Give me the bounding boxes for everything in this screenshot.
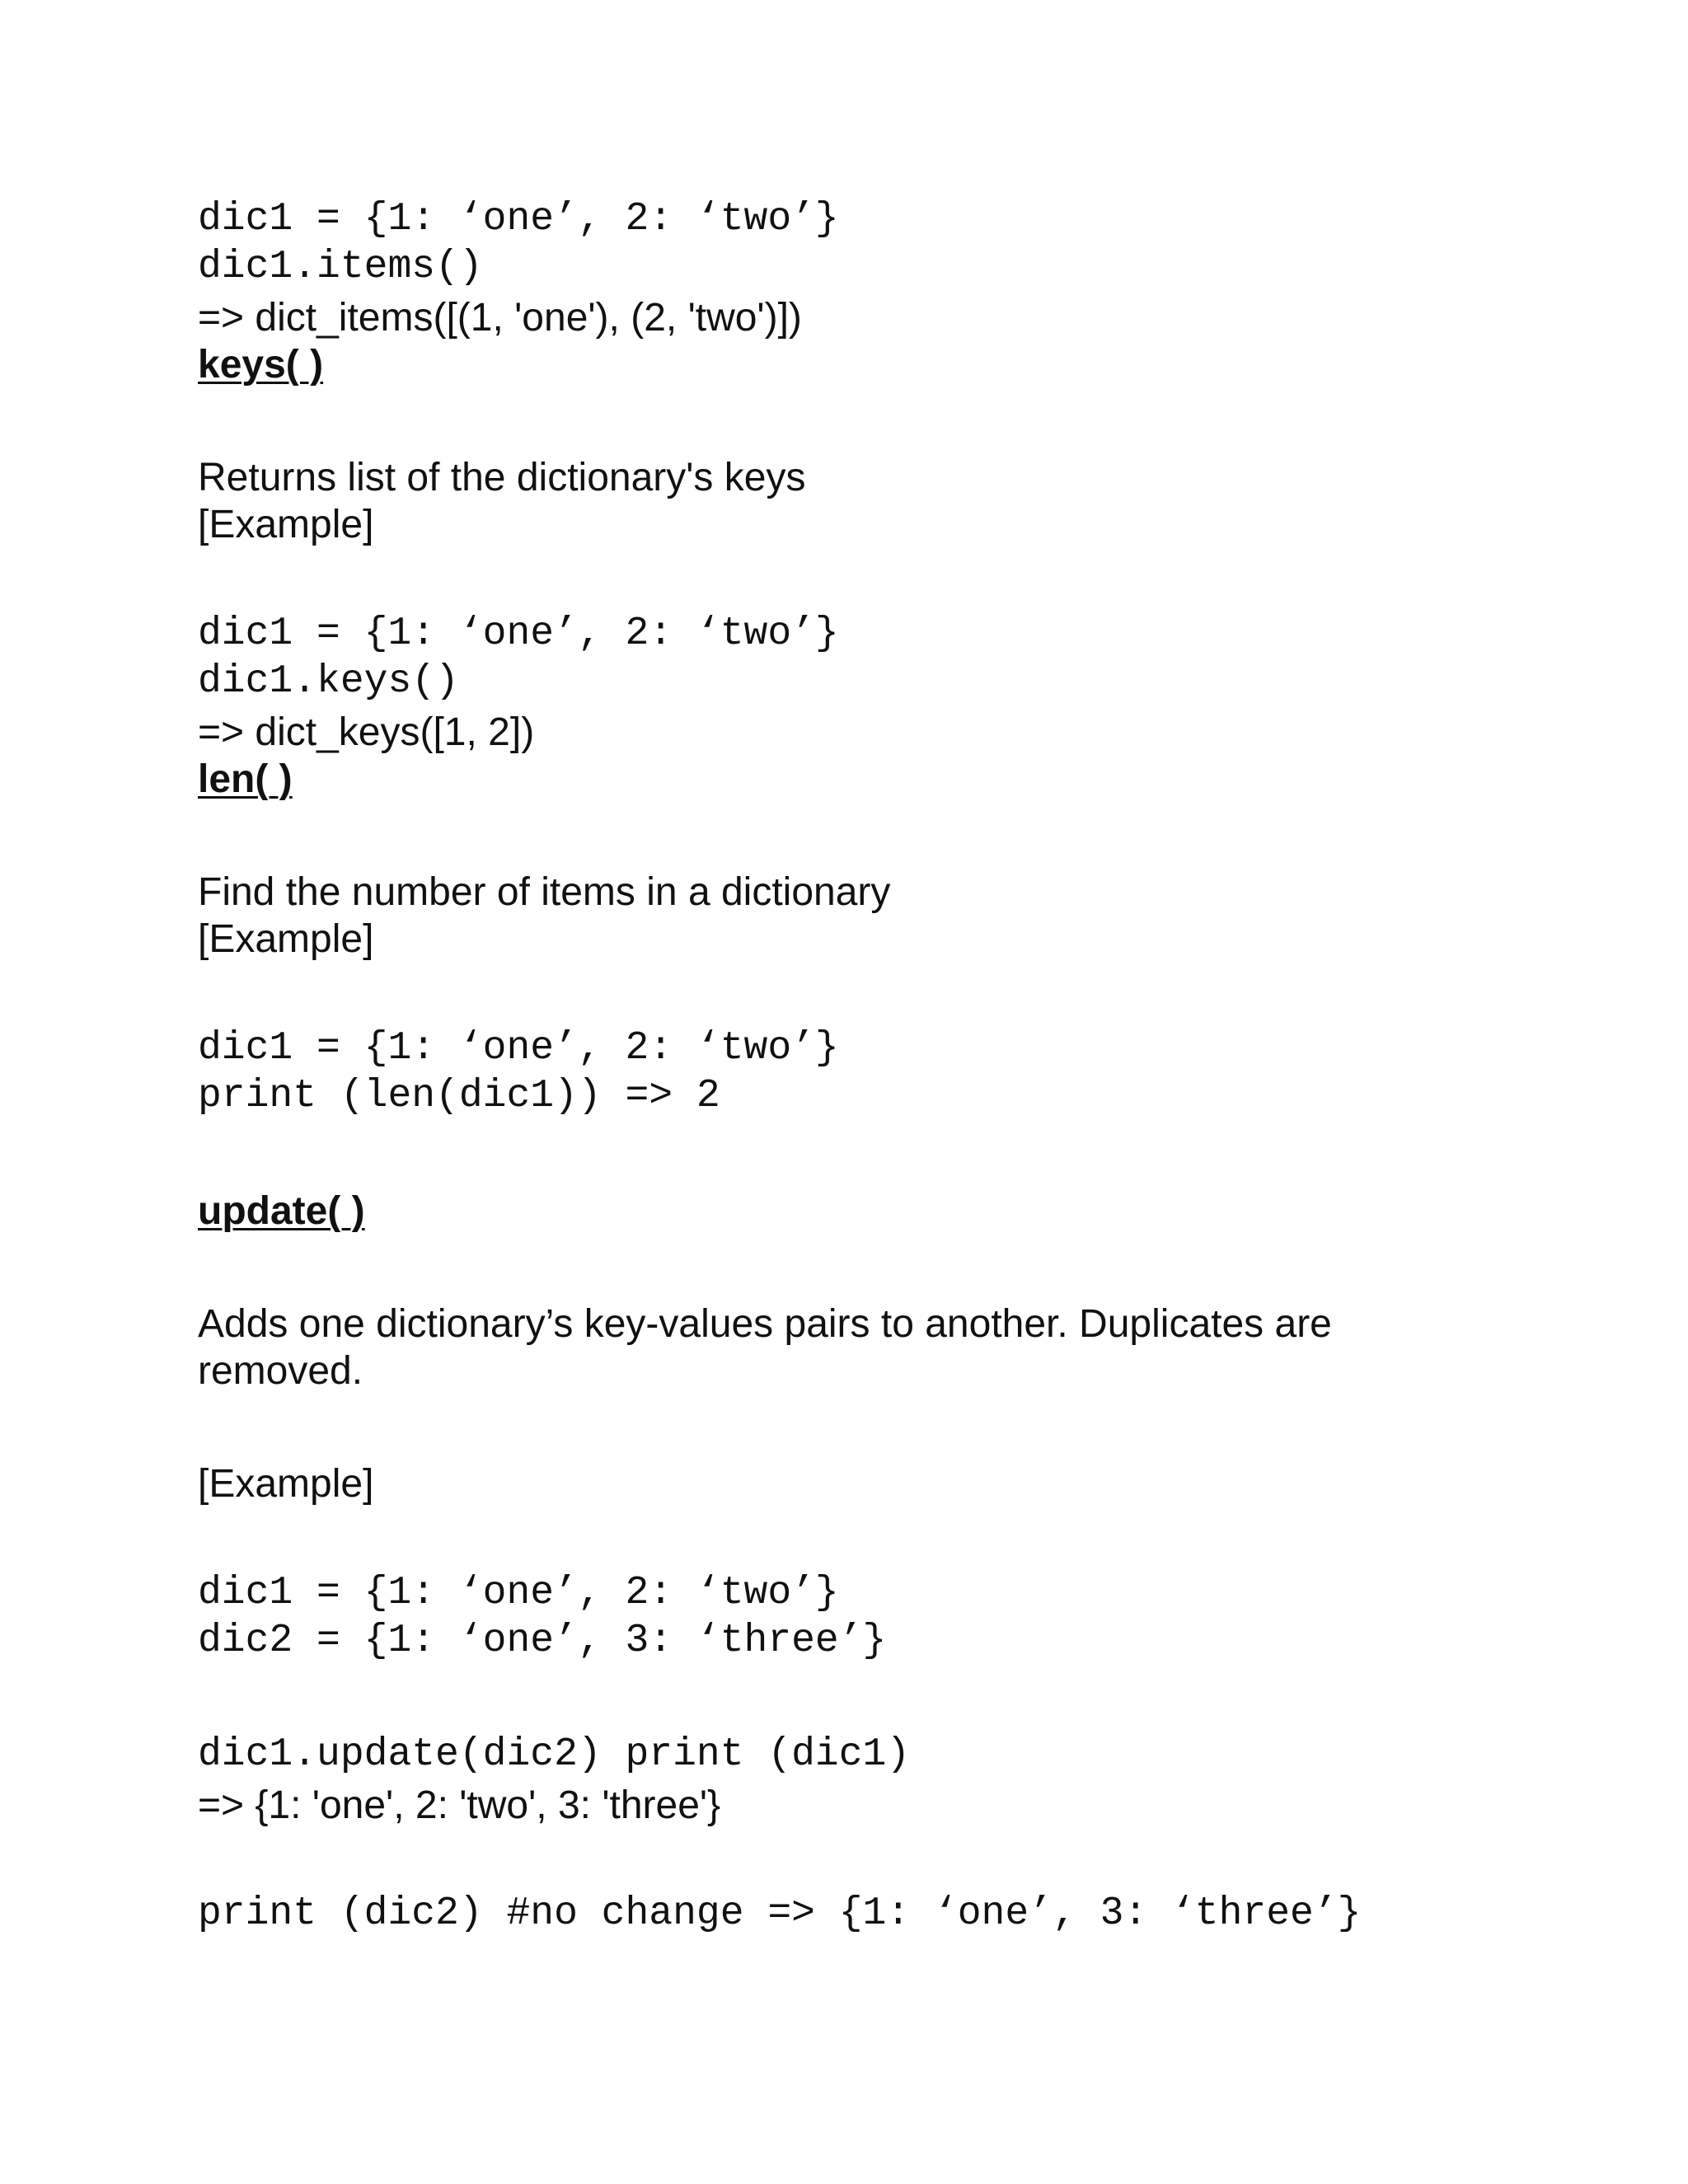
- update-code-line-4: print (dic2) #no change => {1: ‘one’, 3: ‘three’}: [198, 1891, 1362, 1936]
- keys-code-line-2: dic1.keys(): [198, 659, 459, 704]
- items-code-line-2: dic1.items(): [198, 245, 483, 289]
- keys-heading: keys( ): [198, 343, 324, 387]
- items-code-line-1: dic1 = {1: ‘one’, 2: ‘two’}: [198, 197, 839, 241]
- len-code-line-2: print (len(dic1)) => 2: [198, 1074, 720, 1118]
- update-heading: update( ): [198, 1189, 365, 1233]
- update-code-line-3: dic1.update(dic2) print (dic1): [198, 1732, 911, 1777]
- items-result: => dict_items([(1, 'one'), (2, 'two')]): [198, 296, 802, 340]
- keys-result: => dict_keys([1, 2]): [198, 710, 535, 754]
- len-heading: len( ): [198, 757, 293, 801]
- update-description-line-2: removed.: [198, 1349, 363, 1393]
- keys-code-line-1: dic1 = {1: ‘one’, 2: ‘two’}: [198, 612, 839, 656]
- len-description: Find the number of items in a dictionary: [198, 870, 891, 914]
- len-code-line-1: dic1 = {1: ‘one’, 2: ‘two’}: [198, 1026, 839, 1071]
- update-code-line-1: dic1 = {1: ‘one’, 2: ‘two’}: [198, 1571, 839, 1615]
- update-result: => {1: 'one', 2: 'two', 3: 'three'}: [198, 1783, 721, 1827]
- update-code-line-2: dic2 = {1: ‘one’, 3: ‘three’}: [198, 1619, 887, 1663]
- keys-description: Returns list of the dictionary's keys: [198, 456, 806, 499]
- update-description-line-1: Adds one dictionary’s key-values pairs to another. Duplicates are: [198, 1302, 1332, 1346]
- len-example-label: [Example]: [198, 917, 374, 961]
- keys-example-label: [Example]: [198, 503, 374, 546]
- update-example-label: [Example]: [198, 1462, 374, 1506]
